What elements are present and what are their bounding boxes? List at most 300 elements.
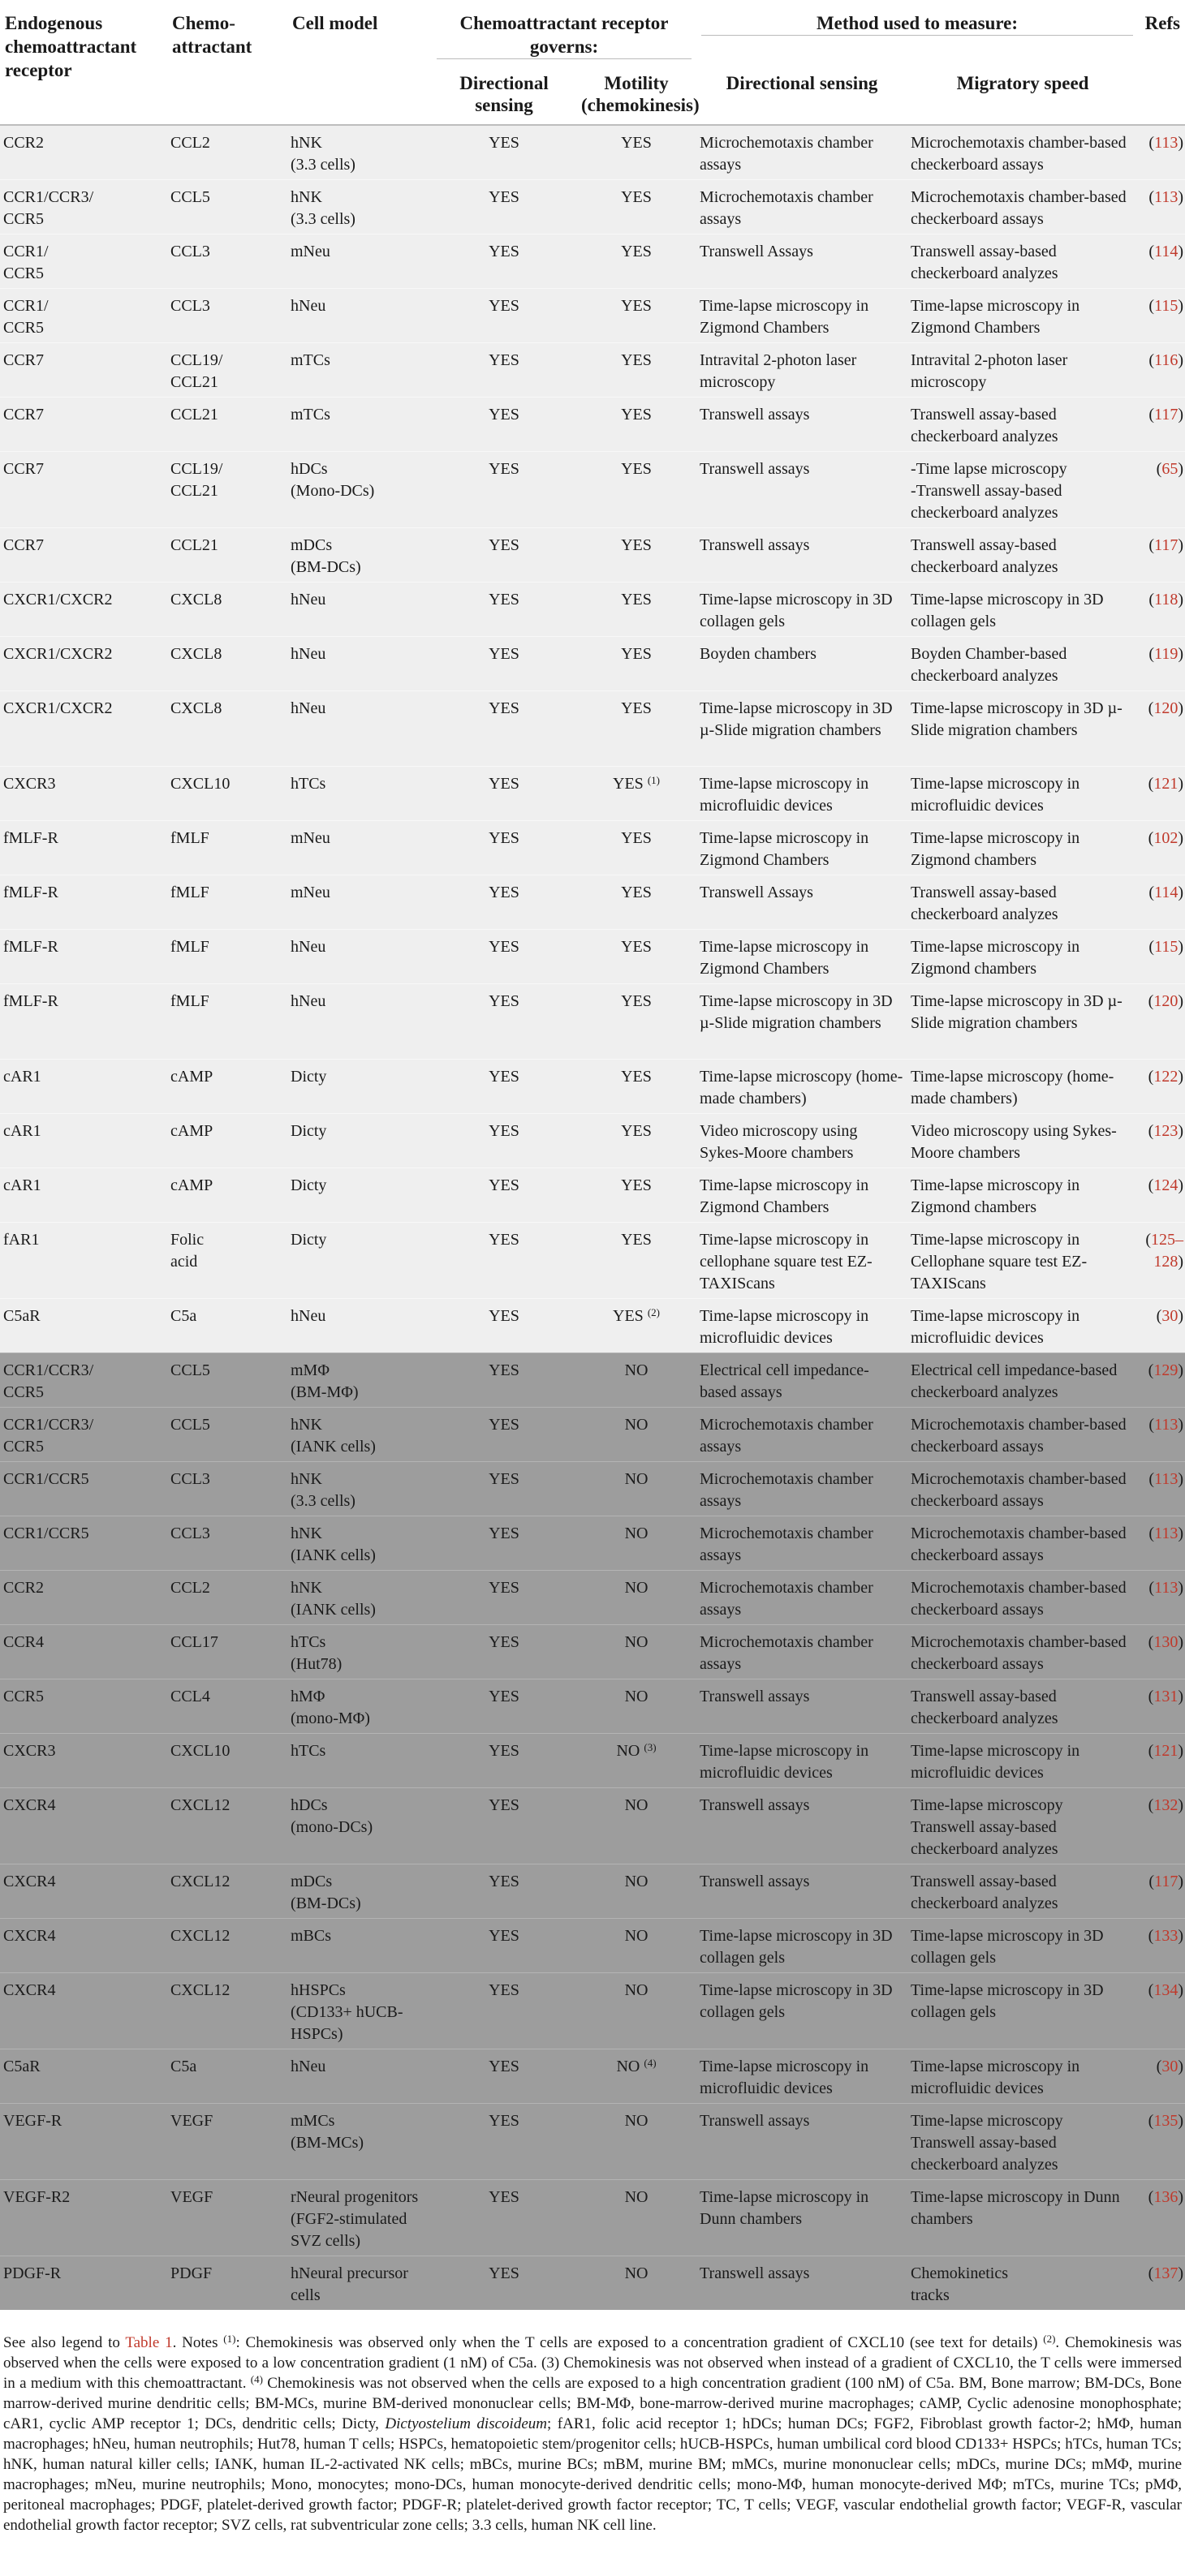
table-row	[0, 1571, 1185, 1625]
cell-method-directional-text: Electrical cell impedance-based assays	[700, 1361, 869, 1401]
cell-ref[interactable]	[1138, 875, 1185, 930]
cell-cell-model-text: hNeu	[291, 645, 326, 663]
cell-method-directional	[696, 180, 907, 234]
cell-migratory-speed	[907, 289, 1138, 343]
table-row	[0, 289, 1185, 343]
cell-receptor	[0, 452, 167, 528]
cell-ref[interactable]	[1138, 452, 1185, 528]
cell-directional-sensing-text: YES	[489, 2112, 519, 2130]
cell-ref[interactable]	[1138, 1462, 1185, 1516]
cell-ref[interactable]	[1138, 583, 1185, 637]
cell-ref[interactable]	[1138, 691, 1185, 767]
cell-ref[interactable]	[1138, 289, 1185, 343]
cell-chemoattractant	[167, 452, 287, 528]
cell-chemoattractant	[167, 1973, 287, 2049]
cell-chemoattractant	[167, 767, 287, 821]
cell-ref[interactable]	[1138, 1168, 1185, 1223]
cell-motility	[576, 767, 696, 821]
cell-cell-model	[287, 1168, 432, 1223]
cell-directional-sensing-text: YES	[489, 645, 519, 663]
cell-receptor	[0, 637, 167, 691]
cell-directional-sensing-text: YES	[489, 1796, 519, 1814]
cell-chemoattractant-text: fMLF	[170, 884, 209, 901]
ref-link[interactable]: (114)	[1148, 884, 1184, 901]
ref-link[interactable]: (137)	[1148, 2264, 1184, 2282]
cell-cell-model-text: hTCs	[291, 1742, 326, 1760]
cell-ref[interactable]	[1138, 1625, 1185, 1679]
cell-motility	[576, 1299, 696, 1353]
cell-cell-model	[287, 1734, 432, 1788]
cell-migratory-speed	[907, 583, 1138, 637]
cell-receptor	[0, 930, 167, 984]
cell-migratory-speed	[907, 1223, 1138, 1299]
ref-link[interactable]: (115)	[1148, 297, 1184, 315]
cell-cell-model-text: hNK (IANK cells)	[291, 1579, 376, 1619]
cell-cell-model	[287, 180, 432, 234]
cell-migratory-speed	[907, 2180, 1138, 2256]
cell-ref[interactable]	[1138, 1679, 1185, 1734]
cell-motility	[576, 234, 696, 289]
cell-migratory-speed-text: Transwell assay-based checkerboard analyzes	[911, 243, 1058, 282]
cell-method-directional-text: Microchemotaxis chamber assays	[700, 1633, 873, 1673]
ref-link[interactable]: (130)	[1148, 1633, 1184, 1651]
cell-cell-model-text: mNeu	[291, 243, 330, 260]
cell-directional-sensing	[432, 2256, 576, 2311]
cell-migratory-speed-text: Transwell assay-based checkerboard analyzes	[911, 1688, 1058, 1727]
cell-ref[interactable]	[1138, 767, 1185, 821]
cell-chemoattractant	[167, 1919, 287, 1973]
table-row	[0, 2256, 1185, 2311]
ref-link[interactable]: (117)	[1148, 536, 1184, 554]
cell-ref[interactable]	[1138, 1973, 1185, 2049]
cell-receptor-text: VEGF-R2	[3, 2188, 71, 2206]
cell-ref[interactable]	[1138, 1223, 1185, 1299]
cell-ref[interactable]	[1138, 398, 1185, 452]
cell-motility	[576, 125, 696, 180]
cell-method-directional-text: Microchemotaxis chamber assays	[700, 1579, 873, 1619]
cell-method-directional-text: Time-lapse microscopy in microfluidic devices	[700, 2058, 869, 2097]
cell-chemoattractant-text: VEGF	[170, 2112, 213, 2130]
table-row	[0, 1973, 1185, 2049]
cell-cell-model	[287, 1788, 432, 1864]
ref-link[interactable]: (124)	[1148, 1176, 1184, 1194]
footnote-text: ; fAR1, folic acid receptor 1; hDCs; human DCs; FGF2, Fibroblast growth factor-2; hMΦ, human macrophages; hNeu, human neutrophils; Hut78, human T cells; HSPCs, hematopoietic stem/progenitor cells; hUCB-HSPCs, human umbilical cord blood CD133+ HSPCs; hTCs, human TCs; hNK, human natural killer cells; IANK, human IL-2-activated NK cells; mBCs, murine BCs; mBM, murine BM; mMCs, murine mononuclear cells; mDCs, murine DCs; mMΦ, murine macrophages; mNeu, murine neutrophils; Mono, monocytes; mono-DCs, human monocyte-derived dendritic cells; mono-MΦ, human monocyte-derived MΦ; mTCs, murine TCs; pMΦ, peritoneal macrophages; PDGF, platelet-derived growth factor; PDGF-R; platelet-derived growth factor receptor; TC, T cells; VEGF, vascular endothelial growth factor; VEGF-R, vascular endothelial growth factor receptor; SVZ cells, rat subventricular zone cells; 3.3 cells, human NK cell line.	[3, 2415, 1182, 2534]
table-row	[0, 1679, 1185, 1734]
cell-directional-sensing-text: YES	[489, 829, 519, 847]
cell-ref[interactable]	[1138, 1864, 1185, 1919]
cell-method-directional	[696, 930, 907, 984]
cell-directional-sensing-text: YES	[489, 1068, 519, 1086]
cell-ref[interactable]	[1138, 234, 1185, 289]
cell-chemoattractant-text: CXCL12	[170, 1796, 231, 1814]
cell-cell-model	[287, 528, 432, 583]
cell-ref[interactable]	[1138, 1353, 1185, 1408]
cell-directional-sensing-text: YES	[489, 775, 519, 793]
cell-motility	[576, 1060, 696, 1114]
cell-method-directional-text: Time-lapse microscopy in Zigmond Chambers	[700, 1176, 869, 1216]
cell-chemoattractant-text: CCL5	[170, 188, 210, 206]
cell-directional-sensing	[432, 343, 576, 398]
motility-note-mark: (4)	[644, 2057, 657, 2069]
cell-method-directional-text: Microchemotaxis chamber assays	[700, 1525, 873, 1564]
cell-chemoattractant	[167, 583, 287, 637]
cell-ref[interactable]	[1138, 1571, 1185, 1625]
cell-motility	[576, 637, 696, 691]
cell-ref[interactable]	[1138, 1919, 1185, 1973]
cell-method-directional	[696, 1223, 907, 1299]
cell-migratory-speed-text: Microchemotaxis chamber-based checkerboard assays	[911, 1579, 1127, 1619]
cell-ref[interactable]	[1138, 528, 1185, 583]
cell-method-directional	[696, 1679, 907, 1734]
cell-receptor-text: CXCR1/CXCR2	[3, 645, 113, 663]
table-row	[0, 528, 1185, 583]
cell-chemoattractant-text: CCL21	[170, 536, 218, 554]
cell-method-directional	[696, 452, 907, 528]
cell-ref[interactable]	[1138, 1060, 1185, 1114]
ref-link[interactable]: (113)	[1148, 134, 1184, 152]
cell-directional-sensing	[432, 1788, 576, 1864]
cell-motility-text: YES	[621, 460, 652, 478]
cell-migratory-speed	[907, 1408, 1138, 1462]
cell-motility	[576, 930, 696, 984]
cell-method-directional	[696, 1516, 907, 1571]
cell-ref[interactable]	[1138, 637, 1185, 691]
footnote-text: : Chemokinesis was observed only when the T cells are exposed to a concentration gradient of CXCL10 (see text for details)	[235, 2334, 1044, 2351]
cell-ref[interactable]	[1138, 1516, 1185, 1571]
cell-directional-sensing-text: YES	[489, 2188, 519, 2206]
col-header-method	[696, 0, 1138, 69]
table-row	[0, 1353, 1185, 1408]
table-row	[0, 1223, 1185, 1299]
cell-cell-model	[287, 1408, 432, 1462]
cell-receptor-text: C5aR	[3, 2058, 41, 2075]
cell-cell-model	[287, 1060, 432, 1114]
cell-chemoattractant	[167, 691, 287, 767]
cell-cell-model	[287, 343, 432, 398]
cell-method-directional-text: Time-lapse microscopy in cellophane square test EZ-TAXIScans	[700, 1231, 873, 1292]
cell-directional-sensing	[432, 2049, 576, 2104]
cell-motility-text: YES	[621, 938, 652, 956]
cell-migratory-speed-text: Time-lapse microscopy in microfluidic devices	[911, 1742, 1080, 1782]
cell-ref[interactable]	[1138, 930, 1185, 984]
ref-link[interactable]: (30)	[1156, 1307, 1184, 1325]
ref-link[interactable]: (134)	[1148, 1981, 1184, 1999]
table-row	[0, 180, 1185, 234]
cell-method-directional	[696, 1408, 907, 1462]
cell-receptor	[0, 1919, 167, 1973]
footnote-mark: (4)	[250, 2373, 263, 2385]
cell-directional-sensing	[432, 180, 576, 234]
cell-receptor-text: CCR7	[3, 406, 45, 424]
cell-ref[interactable]	[1138, 2104, 1185, 2180]
ref-link[interactable]: (117)	[1148, 1873, 1184, 1890]
cell-cell-model-text: hTCs (Hut78)	[291, 1633, 343, 1673]
cell-cell-model	[287, 1353, 432, 1408]
ref-link[interactable]: (131)	[1148, 1688, 1184, 1705]
table-row	[0, 1114, 1185, 1168]
cell-motility	[576, 984, 696, 1060]
table-row	[0, 452, 1185, 528]
cell-chemoattractant	[167, 528, 287, 583]
ref-link[interactable]: (113)	[1148, 1525, 1184, 1542]
cell-receptor	[0, 1571, 167, 1625]
cell-cell-model-text: hTCs	[291, 775, 326, 793]
cell-cell-model-text: hNK (3.3 cells)	[291, 1470, 356, 1510]
cell-method-directional-text: Transwell assays	[700, 406, 810, 424]
ref-link[interactable]: (117)	[1148, 406, 1184, 424]
ref-link[interactable]: (122)	[1148, 1068, 1184, 1086]
ref-link[interactable]: (125– 128)	[1145, 1231, 1184, 1271]
ref-link[interactable]: (30)	[1156, 2058, 1184, 2075]
cell-receptor	[0, 1973, 167, 2049]
ref-link[interactable]: (132)	[1148, 1796, 1184, 1814]
cell-migratory-speed-text: Transwell assay-based checkerboard analyzes	[911, 536, 1058, 576]
cell-ref[interactable]	[1138, 125, 1185, 180]
cell-chemoattractant-text: CCL2	[170, 1579, 210, 1597]
method-label: Method used to measure:	[701, 11, 1133, 36]
cell-chemoattractant-text: CCL2	[170, 134, 210, 152]
table-row	[0, 583, 1185, 637]
cell-motility	[576, 1864, 696, 1919]
cell-motility	[576, 1973, 696, 2049]
cell-method-directional	[696, 1168, 907, 1223]
cell-directional-sensing-text: YES	[489, 2058, 519, 2075]
cell-chemoattractant	[167, 1168, 287, 1223]
ref-link[interactable]: (114)	[1148, 243, 1184, 260]
cell-receptor	[0, 1114, 167, 1168]
cell-cell-model	[287, 1516, 432, 1571]
cell-motility-text: NO	[624, 1416, 649, 1434]
cell-motility	[576, 2104, 696, 2180]
ref-link[interactable]: (113)	[1148, 1416, 1184, 1434]
cell-method-directional	[696, 2180, 907, 2256]
cell-chemoattractant	[167, 1223, 287, 1299]
cell-directional-sensing-text: YES	[489, 1927, 519, 1945]
cell-motility	[576, 1223, 696, 1299]
cell-method-directional	[696, 1060, 907, 1114]
cell-migratory-speed-text: Time-lapse microscopy (home-made chambers)	[911, 1068, 1114, 1107]
table-row	[0, 1462, 1185, 1516]
cell-cell-model-text: hNeu	[291, 2058, 326, 2075]
cell-motility	[576, 2256, 696, 2311]
cell-ref[interactable]	[1138, 180, 1185, 234]
ref-link[interactable]: (121)	[1148, 1742, 1184, 1760]
cell-receptor	[0, 2256, 167, 2311]
cell-receptor-text: CCR5	[3, 1688, 45, 1705]
table-1-link[interactable]: Table 1	[125, 2334, 173, 2351]
cell-migratory-speed	[907, 1060, 1138, 1114]
cell-ref[interactable]	[1138, 2049, 1185, 2104]
cell-ref[interactable]	[1138, 821, 1185, 875]
cell-method-directional-text: Time-lapse microscopy in microfluidic devices	[700, 1742, 869, 1782]
cell-directional-sensing	[432, 1299, 576, 1353]
cell-migratory-speed	[907, 1864, 1138, 1919]
cell-migratory-speed-text: Boyden Chamber-based checkerboard analyzes	[911, 645, 1067, 685]
cell-migratory-speed-text: Electrical cell impedance-based checkerboard analyzes	[911, 1361, 1118, 1401]
ref-link[interactable]: (136)	[1148, 2188, 1184, 2206]
cell-ref[interactable]	[1138, 1788, 1185, 1864]
ref-link[interactable]: (65)	[1156, 460, 1184, 478]
cell-method-directional-text: Transwell assays	[700, 2112, 810, 2130]
cell-cell-model	[287, 583, 432, 637]
cell-chemoattractant	[167, 289, 287, 343]
cell-chemoattractant-text: fMLF	[170, 829, 209, 847]
cell-method-directional-text: Transwell Assays	[700, 243, 813, 260]
cell-cell-model-text: Dicty	[291, 1068, 327, 1086]
cell-motility	[576, 1462, 696, 1516]
cell-receptor	[0, 767, 167, 821]
cell-receptor	[0, 1734, 167, 1788]
cell-chemoattractant	[167, 1516, 287, 1571]
cell-directional-sensing	[432, 398, 576, 452]
cell-receptor-text: CCR7	[3, 536, 45, 554]
cell-method-directional-text: Microchemotaxis chamber assays	[700, 188, 873, 228]
cell-directional-sensing-text: YES	[489, 1579, 519, 1597]
cell-receptor-text: CCR4	[3, 1633, 45, 1651]
cell-cell-model	[287, 1114, 432, 1168]
cell-motility-text: NO	[624, 1927, 649, 1945]
cell-motility-text: NO	[624, 1981, 649, 1999]
cell-receptor-text: CXCR1/CXCR2	[3, 591, 113, 609]
cell-method-directional-text: Time-lapse microscopy in Zigmond Chambers	[700, 297, 869, 337]
cell-method-directional	[696, 1462, 907, 1516]
ref-link[interactable]: (116)	[1148, 351, 1184, 369]
cell-cell-model-text: mMΦ (BM-MΦ)	[291, 1361, 359, 1401]
cell-directional-sensing-text: YES	[489, 460, 519, 478]
cell-chemoattractant	[167, 984, 287, 1060]
ref-link[interactable]: (118)	[1148, 591, 1184, 609]
cell-ref[interactable]	[1138, 1114, 1185, 1168]
cell-cell-model-text: mDCs (BM-DCs)	[291, 536, 361, 576]
cell-directional-sensing-text: YES	[489, 699, 519, 717]
ref-link[interactable]: (120)	[1148, 992, 1184, 1010]
cell-ref[interactable]	[1138, 2256, 1185, 2311]
cell-cell-model-text: hHSPCs (CD133+ hUCB-HSPCs)	[291, 1981, 403, 2043]
cell-directional-sensing	[432, 1060, 576, 1114]
col-header-directional-sensing: Directional sensing	[459, 73, 549, 115]
cell-ref[interactable]	[1138, 1299, 1185, 1353]
cell-ref[interactable]	[1138, 343, 1185, 398]
cell-motility-text: NO	[624, 2188, 649, 2206]
cell-chemoattractant-text: CXCL8	[170, 699, 222, 717]
cell-ref[interactable]	[1138, 1734, 1185, 1788]
ref-link[interactable]: (115)	[1148, 938, 1184, 956]
cell-chemoattractant-text: cAMP	[170, 1176, 213, 1194]
ref-link[interactable]: (120)	[1148, 699, 1184, 717]
cell-chemoattractant-text: fMLF	[170, 938, 209, 956]
ref-link[interactable]: (133)	[1148, 1927, 1184, 1945]
cell-chemoattractant-text: CCL19/ CCL21	[170, 351, 223, 391]
cell-motility-text: NO	[616, 2058, 640, 2075]
cell-directional-sensing	[432, 984, 576, 1060]
cell-cell-model-text: hNeu	[291, 938, 326, 956]
cell-ref[interactable]	[1138, 1408, 1185, 1462]
cell-directional-sensing	[432, 1864, 576, 1919]
cell-receptor	[0, 528, 167, 583]
cell-motility	[576, 1516, 696, 1571]
cell-motility-text: NO	[624, 1796, 649, 1814]
cell-motility-text: YES	[621, 406, 652, 424]
cell-cell-model-text: mTCs	[291, 406, 330, 424]
cell-method-directional-text: Transwell Assays	[700, 884, 813, 901]
cell-chemoattractant	[167, 1788, 287, 1864]
cell-method-directional-text: Time-lapse microscopy in 3D collagen gels	[700, 1981, 893, 2021]
cell-motility	[576, 875, 696, 930]
cell-receptor	[0, 1223, 167, 1299]
cell-method-directional-text: Transwell assays	[700, 460, 810, 478]
cell-method-directional	[696, 1299, 907, 1353]
cell-chemoattractant-text: CCL4	[170, 1688, 210, 1705]
cell-motility-text: NO	[624, 1525, 649, 1542]
cell-cell-model-text: hDCs (mono-DCs)	[291, 1796, 373, 1836]
cell-ref[interactable]	[1138, 984, 1185, 1060]
table-row	[0, 234, 1185, 289]
cell-chemoattractant	[167, 180, 287, 234]
ref-link[interactable]: (121)	[1148, 775, 1184, 793]
cell-receptor	[0, 1625, 167, 1679]
cell-receptor	[0, 234, 167, 289]
cell-motility-text: YES	[621, 536, 652, 554]
cell-migratory-speed	[907, 1625, 1138, 1679]
cell-motility	[576, 1625, 696, 1679]
cell-method-directional-text: Time-lapse microscopy in 3D µ-Slide migration chambers	[700, 992, 893, 1032]
cell-migratory-speed-text: Microchemotaxis chamber-based checkerboard assays	[911, 1633, 1127, 1673]
cell-motility-text: YES	[621, 243, 652, 260]
cell-migratory-speed-text: Time-lapse microscopy in 3D µ-Slide migration chambers	[911, 699, 1123, 739]
cell-migratory-speed-text: Transwell assay-based checkerboard analyzes	[911, 406, 1058, 445]
cell-method-directional-text: Boyden chambers	[700, 645, 817, 663]
ref-link[interactable]: (119)	[1148, 645, 1184, 663]
table-row	[0, 398, 1185, 452]
cell-migratory-speed	[907, 528, 1138, 583]
cell-receptor	[0, 691, 167, 767]
cell-directional-sensing-text: YES	[489, 1361, 519, 1379]
ref-link[interactable]: (102)	[1148, 829, 1184, 847]
cell-migratory-speed	[907, 1973, 1138, 2049]
table-row	[0, 821, 1185, 875]
cell-chemoattractant	[167, 125, 287, 180]
cell-directional-sensing	[432, 583, 576, 637]
ref-link[interactable]: (135)	[1148, 2112, 1184, 2130]
cell-method-directional	[696, 234, 907, 289]
ref-link[interactable]: (113)	[1148, 1470, 1184, 1488]
cell-directional-sensing	[432, 1114, 576, 1168]
cell-receptor-text: CXCR1/CXCR2	[3, 699, 113, 717]
cell-motility-text: YES	[621, 297, 652, 315]
table-row	[0, 1060, 1185, 1114]
cell-ref[interactable]	[1138, 2180, 1185, 2256]
cell-chemoattractant	[167, 1734, 287, 1788]
table-row	[0, 1864, 1185, 1919]
cell-directional-sensing-text: YES	[489, 188, 519, 206]
cell-directional-sensing-text: YES	[489, 1307, 519, 1325]
cell-motility	[576, 1571, 696, 1625]
cell-migratory-speed-text: Time-lapse microscopy in 3D collagen gels	[911, 1927, 1104, 1967]
ref-link[interactable]: (123)	[1148, 1122, 1184, 1140]
col-header-motility: Motility (chemokinesis)	[581, 73, 700, 115]
cell-migratory-speed	[907, 691, 1138, 767]
cell-receptor-text: fMLF-R	[3, 829, 58, 847]
cell-chemoattractant	[167, 2180, 287, 2256]
ref-link[interactable]: (113)	[1148, 1579, 1184, 1597]
ref-link[interactable]: (113)	[1148, 188, 1184, 206]
cell-cell-model-text: hNeu	[291, 591, 326, 609]
cell-cell-model	[287, 2180, 432, 2256]
ref-link[interactable]: (129)	[1148, 1361, 1184, 1379]
cell-directional-sensing	[432, 1516, 576, 1571]
cell-directional-sensing	[432, 875, 576, 930]
cell-motility-text: YES	[621, 1122, 652, 1140]
